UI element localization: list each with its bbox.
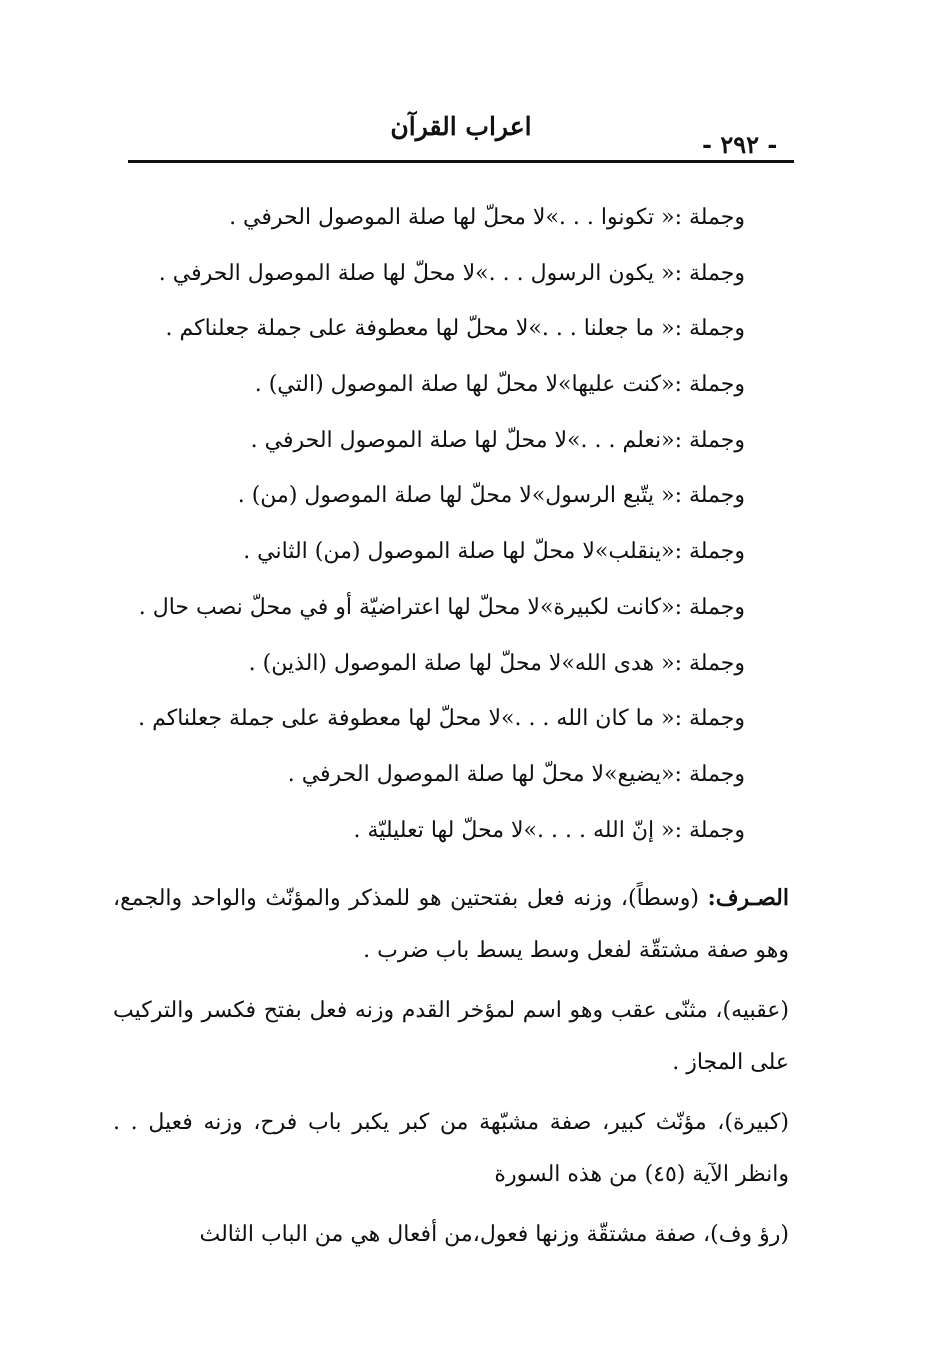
sentence-line: وجملة :«ينقلب»لا محلّ لها صلة الموصول (من) الثاني . bbox=[243, 539, 745, 565]
sentence-line: وجملة :« ما جعلنا . . .»لا محلّ لها معطوفة على جملة جعلناكم . bbox=[165, 316, 745, 342]
sentence-line: وجملة :«يضيع»لا محلّ لها صلة الموصول الحرفي . bbox=[287, 761, 745, 787]
page-number: - ٢٩٢ - bbox=[702, 130, 778, 159]
sentence-line: وجملة :« يكون الرسول . . .»لا محلّ لها صلة الموصول الحرفي . bbox=[158, 260, 745, 286]
sentence-line: وجملة :« إنّ الله . . . .»لا محلّ لها تعليليّة . bbox=[353, 817, 745, 843]
morphology-text: (وسطاً)، وزنه فعل بفتحتين هو للمذكر والمؤنّث والواحد والجمع، وهو صفة مشتقّة لفعل وسط يسط باب ضرب . bbox=[113, 886, 789, 963]
sentence-line: وجملة :«كانت لكبيرة»لا محلّ لها اعتراضيّة أو في محلّ نصب حال . bbox=[138, 594, 745, 620]
sentence-line: وجملة :« هدى الله»لا محلّ لها صلة الموصول (الذين) . bbox=[248, 650, 745, 676]
sentence-line: وجملة :« تكونوا . . .»لا محلّ لها صلة الموصول الحرفي . bbox=[229, 205, 745, 230]
morphology-paragraph: (عقبيه)، مثنّى عقب وهو اسم لمؤخر القدم وزنه فعل بفتح فكسر والتركيب على المجاز . bbox=[113, 998, 789, 1075]
page-header bbox=[128, 108, 794, 164]
morphology-paragraph: (رؤ وف)، صفة مشتقّة وزنها فعول،من أفعال هي من الباب الثالث bbox=[199, 1222, 789, 1247]
morphology-paragraph bbox=[113, 872, 789, 977]
morphology-label: الصـرف: bbox=[707, 885, 789, 911]
sentence-line: وجملة :« ما كان الله . . .»لا محلّ لها معطوفة على جملة جعلناكم . bbox=[138, 706, 745, 732]
sentence-line: وجملة :« يتّبع الرسول»لا محلّ لها صلة الموصول (من) . bbox=[237, 483, 745, 509]
header-rule bbox=[128, 160, 794, 163]
sentence-line: وجملة :«نعلم . . .»لا محلّ لها صلة الموصول الحرفي . bbox=[250, 427, 745, 453]
morphology-paragraph: (كبيرة)، مؤنّث كبير، صفة مشبّهة من كبر يكبر باب فرح، وزنه فعيل . . وانظر الآية (٤٥) من هذه السورة bbox=[113, 1110, 789, 1187]
page-title: اعراب القرآن bbox=[390, 112, 532, 141]
sentence-line: وجملة :«كنت عليها»لا محلّ لها صلة الموصول (التي) . bbox=[254, 372, 745, 398]
sentence-list bbox=[105, 190, 745, 858]
morphology-section bbox=[113, 872, 789, 1269]
